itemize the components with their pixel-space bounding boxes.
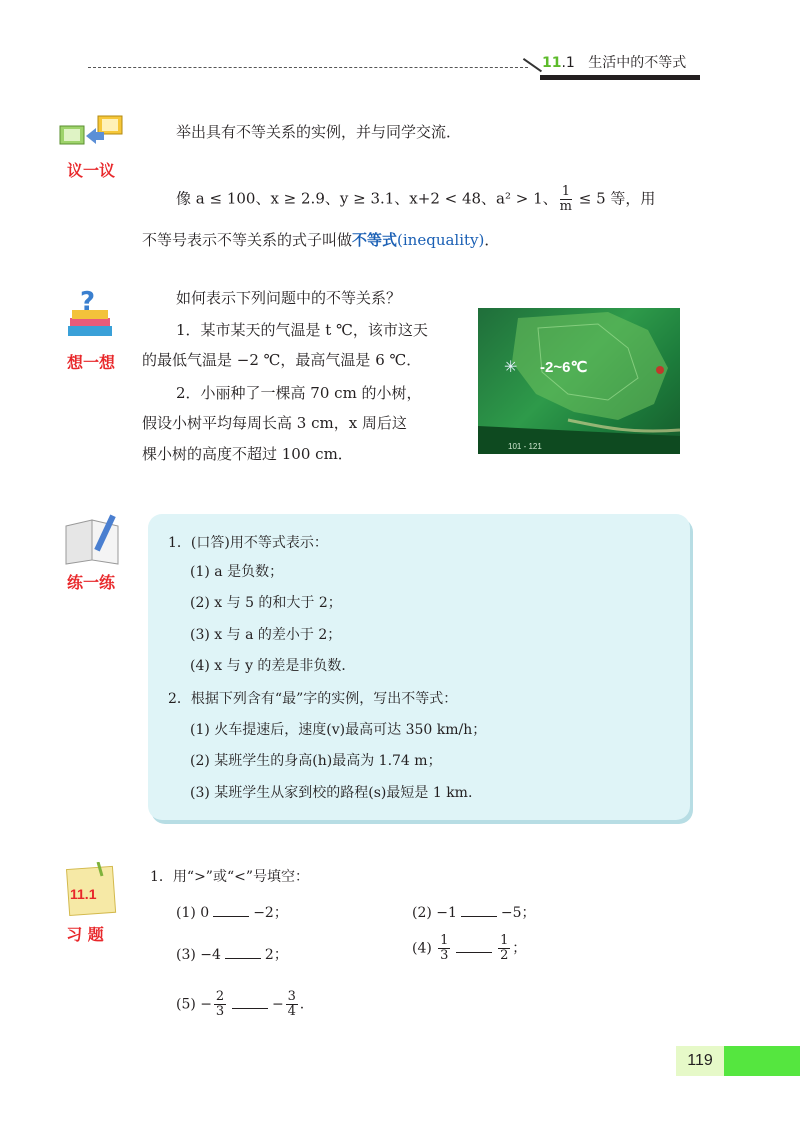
discuss-line-2-pre: 像 a ≤ 100、x ≥ 2.9、y ≥ 3.1、x+2 < 48、a² > 1、 <box>176 189 558 208</box>
practice-label: 练一练 <box>66 573 115 592</box>
frac-num: 1 <box>561 184 570 199</box>
practice-q2: 2．根据下列含有“最”字的实例，写出不等式： <box>168 691 458 707</box>
frac-den: 3 <box>440 948 449 963</box>
frac-num: 2 <box>215 989 225 1004</box>
exercise-item-4 <box>412 934 526 963</box>
item-1-pre: (1) 0 <box>176 905 210 921</box>
think-intro: 如何表示下列问题中的不等关系？ <box>176 289 402 307</box>
discuss-line-3-post: ． <box>484 231 500 249</box>
section-header <box>542 52 686 72</box>
header-slant-rule <box>523 58 542 72</box>
discuss-line-1: 举出具有不等关系的实例，并与同学交流． <box>176 123 462 141</box>
exercise-icon <box>62 862 118 918</box>
item-5-post: . <box>299 996 305 1013</box>
fraction <box>438 934 450 963</box>
discuss-line-3-pre: 不等号表示不等关系的式子叫做 <box>142 231 353 249</box>
svg-text:?: ? <box>80 288 96 317</box>
frac-den: 2 <box>500 948 509 963</box>
item-3-pre: (3) −4 <box>176 947 221 963</box>
fraction <box>286 990 298 1019</box>
answer-blank[interactable] <box>456 952 492 953</box>
svg-text:✳: ✳ <box>504 357 518 376</box>
photo-temperature-caption: -2~6℃ <box>540 359 588 376</box>
practice-icon <box>58 508 128 570</box>
term-inequality-en: (inequality) <box>397 231 485 249</box>
fraction <box>498 934 510 963</box>
header-bar <box>540 75 700 80</box>
item-5-pre: (5) − <box>176 996 213 1013</box>
think-p2-line1: 2．小丽种了一棵高 70 cm 的小树， <box>176 384 422 402</box>
discuss-icon <box>56 110 126 162</box>
answer-blank[interactable] <box>232 1008 268 1009</box>
exercise-item-3 <box>176 944 288 964</box>
think-icon <box>58 288 128 346</box>
frac-num: 3 <box>287 989 296 1004</box>
exercise-item-1 <box>176 902 288 922</box>
practice-q2-item: (3) 某班学生从家到校的路程(s)最短是 1 km. <box>190 785 473 801</box>
discuss-line-2 <box>176 185 655 214</box>
frac-den: m <box>559 199 572 214</box>
discuss-label: 议一议 <box>66 161 115 180</box>
answer-blank[interactable] <box>461 916 497 917</box>
exercise-label: 习 题 <box>66 925 104 944</box>
item-4-pre: (4) <box>412 940 432 957</box>
header-dashed-rule <box>88 67 528 68</box>
exercise-item-2 <box>412 902 536 922</box>
item-2-post: −5； <box>500 905 536 921</box>
think-p2-line3: 棵小树的高度不超过 100 cm． <box>142 445 353 463</box>
frac-den: 4 <box>287 1004 296 1019</box>
think-p1-line2: 的最低气温是 −2 ℃，最高气温是 6 ℃． <box>142 351 422 369</box>
answer-blank[interactable] <box>225 958 261 959</box>
section-number-rest: .1 <box>561 55 575 71</box>
practice-q1-item: (3) x 与 a 的差小于 2； <box>190 627 342 643</box>
answer-blank[interactable] <box>213 916 249 917</box>
page-number: 119 <box>676 1046 724 1076</box>
section-title: 生活中的不等式 <box>588 55 687 71</box>
practice-q2-item: (1) 火车提速后，速度(v)最高可达 350 km/h； <box>190 722 487 738</box>
item-3-post: 2； <box>264 947 288 963</box>
practice-q1-item: (4) x 与 y 的差是非负数． <box>190 658 356 674</box>
think-p1-line1: 1．某市某天的气温是 t ℃，该市这天 <box>176 321 428 339</box>
fraction <box>214 990 226 1019</box>
practice-q1: 1．(口答)用不等式表示： <box>168 535 328 551</box>
practice-q1-item: (2) x 与 5 的和大于 2； <box>190 595 342 611</box>
discuss-fraction <box>560 185 572 214</box>
discuss-line-3 <box>142 230 499 250</box>
frac-num: 1 <box>500 933 509 948</box>
discuss-line-2-post: ≤ 5 等，用 <box>574 189 656 208</box>
frac-den: 3 <box>215 1004 225 1019</box>
item-5-mid: − <box>272 996 284 1013</box>
exercise-q1: 1．用“>”或“<”号填空： <box>150 869 309 885</box>
exercise-icon-number: 11.1 <box>70 886 97 902</box>
think-label: 想一想 <box>66 353 115 372</box>
frac-num: 1 <box>440 933 449 948</box>
practice-q1-item: (1) a 是负数； <box>190 564 284 580</box>
item-1-post: −2； <box>253 905 288 921</box>
practice-q2-item: (2) 某班学生的身高(h)最高为 1.74 m； <box>190 753 442 769</box>
exercise-item-5 <box>176 990 304 1019</box>
weather-map-photo <box>478 308 680 454</box>
item-4-post: ； <box>512 940 527 957</box>
think-p2-line2: 假设小树平均每周长高 3 cm，x 周后这 <box>142 414 407 432</box>
item-2-pre: (2) −1 <box>412 905 457 921</box>
photo-footer: 101 - 121 <box>508 442 542 451</box>
term-inequality: 不等式 <box>352 231 398 249</box>
section-number: 11 <box>542 55 562 71</box>
